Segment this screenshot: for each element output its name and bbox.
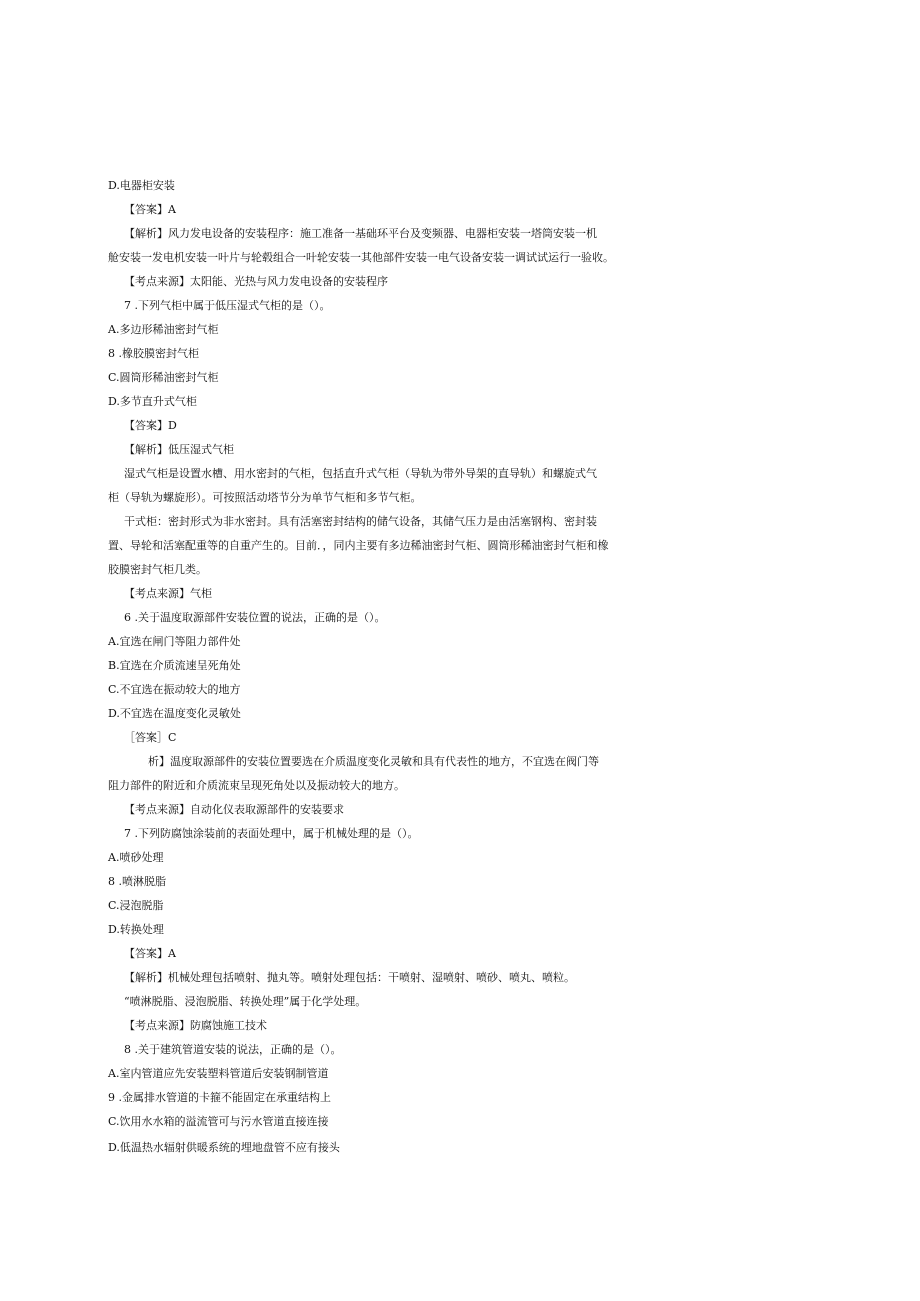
option-a: A.多边形稀油密封气柜 <box>108 323 219 336</box>
source: 【考点来源】自动化仪表取源部件的安装要求 <box>124 803 344 816</box>
source: 【考点来源】防腐蚀施工技术 <box>124 1019 267 1032</box>
answer: 【答案】A <box>124 203 176 216</box>
option-b: 9 .金属排水管道的卡箍不能固定在承重结构上 <box>108 1091 331 1104</box>
analysis-line-3: 干式柜：密封形式为非水密封。具有活塞密封结构的储气设备，其储气压力是由活塞钢构、密封装 <box>124 515 597 528</box>
option-d: D.低温热水辐射供暖系统的埋地盘管不应有接头 <box>108 1141 340 1154</box>
option-c: C.圆筒形稀油密封气柜 <box>108 371 219 384</box>
option-d: D.转换处理 <box>108 923 164 936</box>
analysis-line-2: 舱安装一发电机安装一叶片与轮毂组合一叶轮安装一其他部件安装一电气设备安装一调试试运行一验收。 <box>108 251 614 264</box>
analysis-line-2: “喷淋脱脂、浸泡脱脂、转换处理”属于化学处理。 <box>124 995 367 1008</box>
option-c: C.饮用水水箱的溢流管可与污水管道直接连接 <box>108 1115 329 1128</box>
answer: 【答案】D <box>124 419 177 432</box>
analysis-line-1: 析】温度取源部件的安装位置要选在介质温度变化灵敏和具有代表性的地方，不宜选在阀门等 <box>148 755 599 768</box>
analysis-line-1: 【解析】风力发电设备的安装程序：施工准备一基础环平台及变频器、电器柜安装一塔筒安装一机 <box>124 227 597 240</box>
analysis-line-4: 置、导轮和活塞配重等的自重产生的。目前．，同内主要有多边稀油密封气柜、圆筒形稀油密封气柜和橡 <box>108 539 609 552</box>
analysis-line-1: 湿式气柜是设置水槽、用水密封的气柜，包括直升式气柜（导轨为带外导架的直导轨）和螺旋式气 <box>124 467 597 480</box>
option-c: C.浸泡脱脂 <box>108 899 164 912</box>
option-d: D.不宜选在温度变化灵敏处 <box>108 707 241 720</box>
option-c: C.不宜选在振动较大的地方 <box>108 683 241 696</box>
answer: 【答案】A <box>124 947 176 960</box>
source: 【考点来源】气柜 <box>124 587 212 600</box>
option-d: D.多节直升式气柜 <box>108 395 197 408</box>
option-a: A.室内管道应先安装塑料管道后安装钢制管道 <box>108 1067 329 1080</box>
analysis-line-5: 胶膜密封气柜几类。 <box>108 563 207 576</box>
option-b: B.宜选在介质流速呈死角处 <box>108 659 241 672</box>
analysis-line-2: 柜（导轨为螺旋形）。可按照活动塔节分为单节气柜和多节气柜。 <box>108 491 422 504</box>
question: 8 .关于建筑管道安装的说法，正确的是（）。 <box>124 1043 342 1056</box>
question: 7 .下列防腐蚀涂装前的表面处理中，属于机械处理的是（）。 <box>124 827 419 840</box>
question: 7 .下列气柜中属于低压湿式气柜的是（）。 <box>124 299 331 312</box>
option-b: 8 .喷淋脱脂 <box>108 875 166 888</box>
analysis-line-2: 阻力部件的附近和介质流束呈现死角处以及振动较大的地方。 <box>108 779 405 792</box>
question: 6 .关于温度取源部件安装位置的说法，正确的是（）。 <box>124 611 386 624</box>
option-a: A.宜选在闸门等阻力部件处 <box>108 635 241 648</box>
answer: ［答案］C <box>124 731 177 744</box>
source: 【考点来源】太阳能、光热与风力发电设备的安装程序 <box>124 275 388 288</box>
option-a: A.喷砂处理 <box>108 851 164 864</box>
analysis-heading: 【解析】低压湿式气柜 <box>124 443 234 456</box>
option-b: 8 .橡胶膜密封气柜 <box>108 347 199 360</box>
option-d: D.电器柜安装 <box>108 179 175 192</box>
analysis-line-1: 【解析】机械处理包括喷射、抛丸等。喷射处理包括：干喷射、湿喷射、喷砂、喷丸、喷粒。 <box>124 971 575 984</box>
